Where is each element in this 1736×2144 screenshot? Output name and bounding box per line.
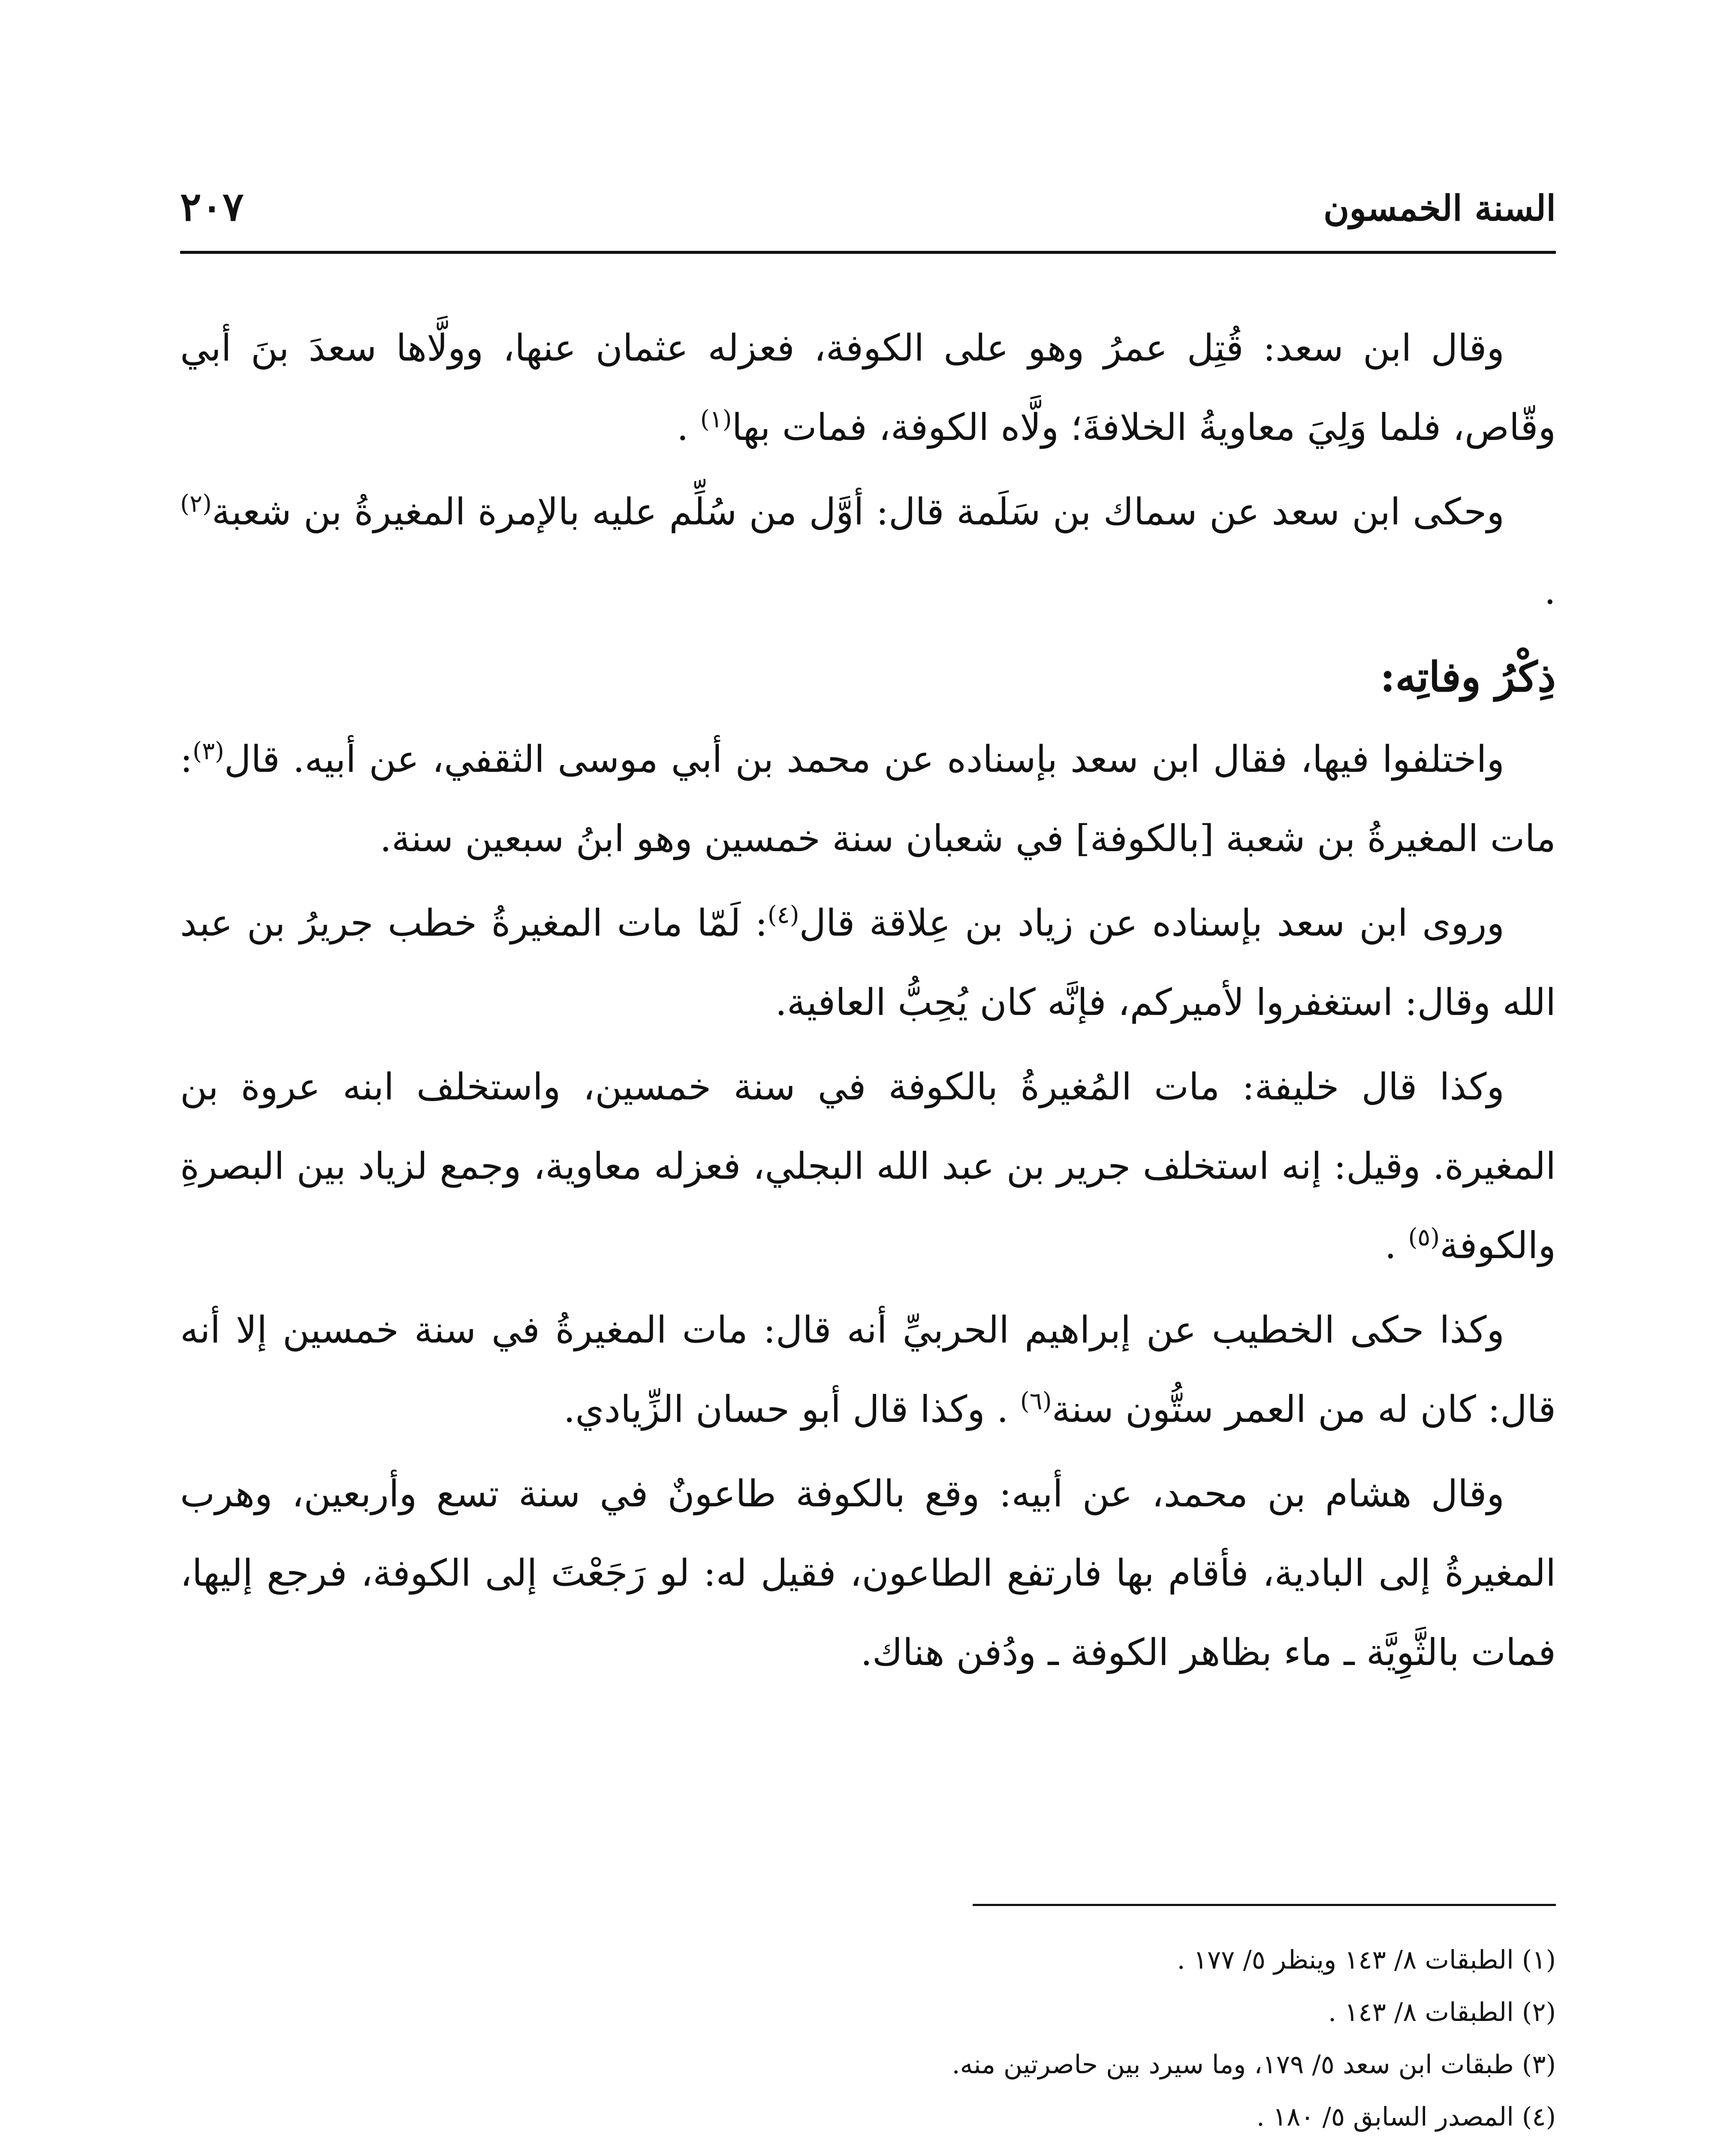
- paragraph: واختلفوا فيها، فقال ابن سعد بإسناده عن محمد بن أبي موسى الثقفي، عن أبيه. قال$^{(٣)}$: مات المغيرةُ بن شعبة [بالكوفة] في شعبان سنة خمسين وهو ابنُ سبعين سنة.: [180, 737, 1556, 860]
- footnote: (٤) المصدر السابق ٥/ ١٨٠ .: [1256, 2102, 1556, 2132]
- paragraph: وروى ابن سعد بإسناده عن زياد بن عِلاقة قال$^{(٤)}$: لَمّا مات المغيرةُ خطب جريرُ بن عبد الله وقال: استغفروا لأميركم، فإنَّه كان يُحِبُّ العافية.: [180, 901, 1556, 1024]
- footnote-ref: (٤): [767, 901, 799, 929]
- page-number: ٢٠٧: [180, 184, 244, 230]
- footnote: (٣) طبقات ابن سعد ٥/ ١٧٩، وما سيرد بين حاصرتين منه.: [952, 2050, 1556, 2080]
- footnote-ref: (٦): [1020, 1387, 1052, 1415]
- main-text: [180, 309, 1556, 1698]
- paragraph: وقال ابن سعد: قُتِل عمرُ وهو على الكوفة، فعزله عثمان عنها، وولَّاها سعدَ بنَ أبي وقّاص، فلما وَلِيَ معاويةُ الخلافةَ؛ ولَّاه الكوفة، فمات بها$^{(١)}$ .: [180, 327, 1556, 449]
- footnote-ref: (١): [700, 405, 732, 434]
- footnote-ref: (٥): [1408, 1223, 1440, 1252]
- header-rule: [180, 251, 1556, 254]
- running-head: [180, 179, 1556, 244]
- section-heading: ذِكْرُ وفاتِه:: [1380, 653, 1556, 701]
- footnote-ref: (٢): [180, 490, 212, 518]
- chapter-title: السنة الخمسون: [1323, 188, 1556, 229]
- footnotes: [180, 1938, 1556, 2144]
- paragraph: وقال هشام بن محمد، عن أبيه: وقع بالكوفة طاعونٌ في سنة تسع وأربعين، وهرب المغيرةُ إلى البادية، فأقام بها فارتفع الطاعون، فقيل له: لو رَجَعْتَ إلى الكوفة، فرجع إليها، فمات بالثَّوِيَّة ـ ماء بظاهر الكوفة ـ ودُفن هناك.: [180, 1472, 1556, 1674]
- paragraph: وكذا حكى الخطيب عن إبراهيم الحربيِّ أنه قال: مات المغيرةُ في سنة خمسين إلا أنه قال: كان له من العمر ستُّون سنة$^{(٦)}$ . وكذا قال أبو حسان الزِّيادي.: [180, 1309, 1556, 1431]
- footnote: (١) الطبقات ٨/ ١٤٣ وينظر ٥/ ١٧٧ .: [1177, 1945, 1556, 1975]
- paragraph: وحكى ابن سعد عن سماك بن سَلَمة قال: أوَّل من سُلِّم عليه بالإمرة المغيرةُ بن شعبة$^{(٢)}$ .: [180, 490, 1556, 613]
- footnote-ref: (٣): [192, 737, 224, 765]
- footnote: (٢) الطبقات ٨/ ١٤٣ .: [1328, 1997, 1556, 2027]
- paragraph: وكذا قال خليفة: مات المُغيرةُ بالكوفة في سنة خمسين، واستخلف ابنه عروة بن المغيرة. وقيل: إنه استخلف جرير بن عبد الله البجلي، فعزله معاوية، وجمع لزياد بين البصرةِ والكوفة$^{(٥)}$ .: [180, 1066, 1556, 1267]
- footnote-separator: [973, 1904, 1556, 1906]
